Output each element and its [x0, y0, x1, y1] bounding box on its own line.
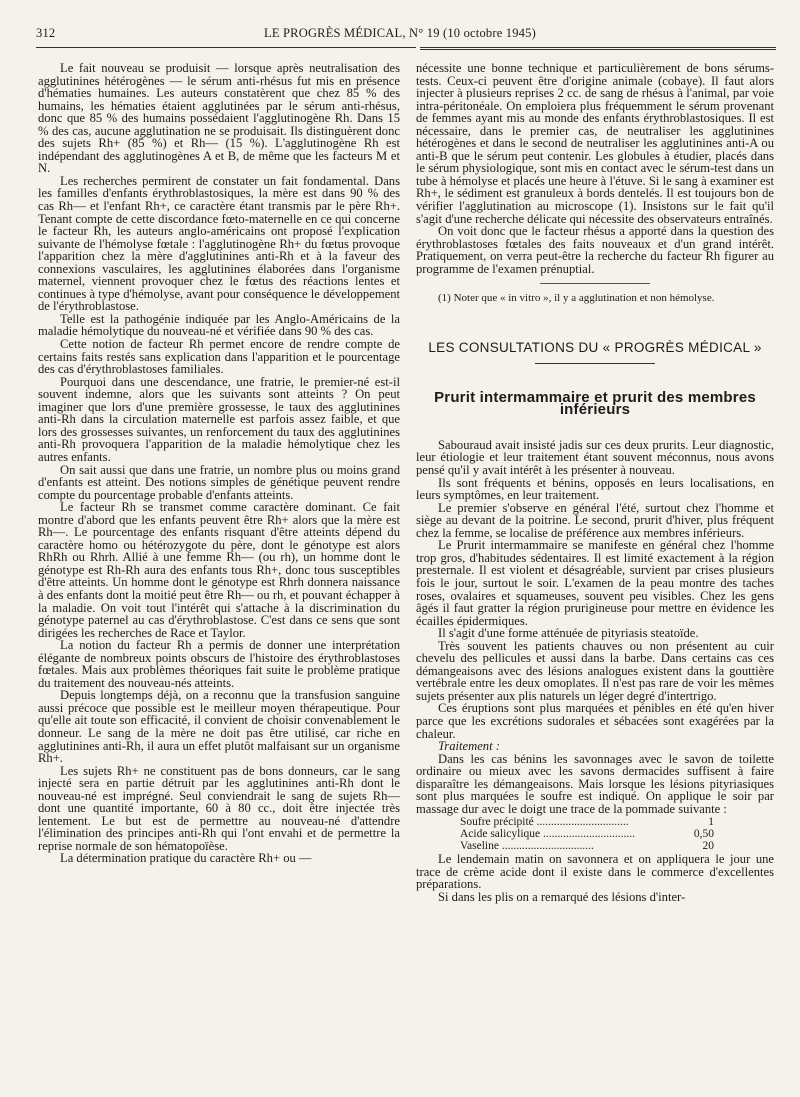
paragraph: La détermination pratique du caractère Rh+ ou —: [60, 851, 312, 866]
header-rule-right: [420, 47, 776, 50]
section-rule: [535, 363, 655, 364]
formula-row: [460, 828, 720, 840]
section-heading: LES CONSULTATIONS DU « PROGRÈS MÉDICAL »: [428, 340, 762, 356]
running-header: [36, 26, 764, 46]
ingredient-name: Vaseline .....: [460, 840, 670, 852]
prescription-formula: [460, 816, 720, 852]
paragraph: Cette notion de facteur Rh permet encore de rendre compte de certains faits restés sans explication dans l'apparition et le pourcentage des cas d'érythroblastoses familiales.: [38, 337, 400, 377]
footnote: (1) Noter que « in vitro », il y a agglutination et non hémolyse.: [438, 292, 715, 305]
article-title: Prurit intermammaire et prurit des membres inférieurs: [434, 388, 756, 419]
formula-row: [460, 816, 720, 828]
formula-row: [460, 840, 720, 852]
paragraph: Il s'agit d'une forme atténuée de pityriasis steatoïde.: [438, 626, 699, 641]
page-number: 312: [36, 26, 56, 40]
paragraph: nécessite une bonne technique et particulièrement de bons sérums-tests. Ceux-ci peuvent être d'origine animale (cobaye). Il faut alors injecter à plusieurs reprises 2 cc. de sang de rhésus à l'animal, par voie intra-péritonéale. On emploiera plus fréquemment le sérum provenant de femmes ayant mis au monde des enfants érythroblastosiques. Il est nécessaire, dans le premier cas, de neutraliser les agglutinines hétérogènes et dans le second de neutraliser les agglutinines anti-A ou anti-B que le sérum peut contenir. Les globules à étudier, placés dans le sérum physiologique, sont mis en contact avec le sérum-test dans un tube à hémolyse et placés une heure à l'étuve. Si le sang à examiner est Rh+, le sédiment est granuleux à bords dentelés. Il est toujours bon de vérifier l'agglutination au microscope (1). Insistons sur le fait qu'il s'agit d'une recherche délicate qui nécessite des observateurs entraînés.: [416, 61, 774, 226]
paragraph: Le fait nouveau se produisit — lorsque après neutralisation des agglutinines hétérogènes — le sérum anti-rhésus fut mis en présence d'hématies humaines. Les auteurs constatèrent que chez 85 % des humains, les hématies étaient agglutinées par le sérum anti-rhésus, donc que 85 % des humains possédaient l'agglutinogène Rh. Dans 15 % des cas, aucune agglutination ne se produisait. Ils distinguèrent donc des sujets Rh+ (85 %) et Rh— (15 %). L'agglutinogène Rh est indépendant des agglutinogènes A et B, de même que les facteurs M et N.: [38, 61, 400, 176]
journal-title: LE PROGRÈS MÉDICAL, N° 19 (10 octobre 1945): [264, 26, 536, 40]
ingredient-name: Soufre précipité .....: [460, 816, 670, 828]
paragraph: Le Prurit intermammaire se manifeste en général chez l'homme trop gros, d'habitudes sédentaires. Il est limité exactement à la région presternale. Il est violent et désagréable, survient par crises plusieurs fois le jour, surtout le soir. L'examen de la peau montre des taches roses, ovalaires et squameuses, souvent peu visibles. Chez les gens âgés il faut gratter la région prurigineuse pour mettre en évidence les écailles épidermiques.: [416, 538, 774, 628]
paragraph: Le lendemain matin on savonnera et on appliquera le jour une trace de crème acide dont il existe dans le commerce d'excellentes préparations.: [416, 852, 774, 892]
footnote-divider: [540, 283, 650, 284]
paragraph: Très souvent les patients chauves ou non présentent au cuir chevelu des pellicules et aussi dans la barbe. Dans certains cas ces démangeaisons avec des lésions analogues existent dans la gouttière vertébrale entre les deux omoplates. Il n'est pas rare de voir les mêmes sujets présenter aux plis naturels un léger degré d'intertrigo.: [416, 638, 774, 703]
paragraph: Ils sont fréquents et bénins, opposés en leurs localisations, en leurs symptômes, en leur traitement.: [416, 475, 774, 503]
paragraph: Pourquoi dans une descendance, une fratrie, le premier-né est-il souvent indemne, alors que les suivants sont atteints ? On peut imaginer que lors d'une première grossesse, le taux des agglutinines anti-Rh dans la circulation maternelle est parfois assez faible, et que lors des grossesses suivantes, un renforcement du taux des agglutinines anti-Rh provoquera l'apparition de la maladie hémolytique chez les autres enfants.: [38, 374, 400, 464]
header-rule-left: [36, 47, 416, 48]
paragraph: On voit donc que le facteur rhésus a apporté dans la question des érythroblastoses fœtales des faits nouveaux et d'un grand intérêt. Pratiquement, on verra peut-être la recherche du facteur Rh figurer au programme de l'examen prénuptial.: [416, 224, 774, 276]
paragraph: Le premier s'observe en général l'été, surtout chez l'homme et siège au devant de la poitrine. Le second, prurit d'hiver, plus fréquent chez la femme, se localise de préférence aux membres inférieurs.: [416, 500, 774, 540]
paragraph: Les recherches permirent de constater un fait fondamental. Dans les familles d'enfants érythroblastosiques, la mère est dans 90 % des cas Rh— et l'enfant Rh+, ce caractère étant transmis par le père Rh+. Tenant compte de cette discordance fœto-maternelle en ce qui concerne le facteur Rh, les auteurs anglo-américains ont proposé l'explication suivante de l'hémolyse fœtale : l'agglutinogène Rh+ du fœtus provoque l'apparition chez la mère d'agglutinines anti-Rh et à la faveur des connexions vasculaires, les agglutinines élaborées dans l'organisme maternel, viennent provoquer chez le fœtus des réactions lentes et continues à type d'hémolyse, avant pour conséquence le développement de l'érythroblastose.: [38, 173, 400, 314]
paragraph: Le facteur Rh se transmet comme caractère dominant. Ce fait montre d'abord que les enfants peuvent être Rh+ alors que la mère est Rh—. Le pourcentage des enfants risquant d'être atteints dépend du caractère homo ou hétérozygote du père, dont le génotype est alors RhRh ou Rhrh. Allié à une femme Rh— (ou rh), un homme dont le génotype est Rh-Rh aura des enfants tous Rh+, donc tous susceptibles d'être atteints. Un homme dont le génotype est Rhrh donnera naissance à des enfants dont la moitié peut être Rh— ou rh, et pouvant échapper à la maladie. On voit tout l'intérêt qui s'attache à la discrimination du génotype paternel au cas d'érythroblastose. C'est dans ce sens que sont dirigées les recherches de Race et Taylor.: [38, 500, 400, 640]
paragraph: Telle est la pathogénie indiquée par les Anglo-Américains de la maladie hémolytique du nouveau-né et vérifiée dans 90 % des cas.: [38, 311, 400, 339]
left-column: [38, 62, 400, 865]
paragraph: Les sujets Rh+ ne constituent pas de bons donneurs, car le sang injecté sera en partie détruit par les agglutinines anti-Rh dont le nouveau-né est imprégné. Seul conviendrait le sang de sujets Rh— dont une quantité importante, 60 à 80 cc., doit être injectée très lentement. Le but est de permettre au nouveau-né d'attendre l'élimination des principes anti-Rh qui l'ont envahi et de permettre la reprise normale de son hématopoïèse.: [38, 763, 400, 853]
paragraph: Dans les cas bénins les savonnages avec le savon de toilette ordinaire ou mieux avec les savons dermacides suffisent à faire disparaître les démangeaisons. Mais lorsque les lésions pityriasiques sont plus marquées le soufre est indiqué. On applique le soir par massage dur avec le doigt une trace de la pommade suivante :: [416, 751, 774, 816]
treatment-heading: Traitement :: [438, 739, 500, 754]
ingredient-quantity: 20: [702, 840, 714, 853]
right-column: [416, 62, 774, 904]
paragraph: La notion du facteur Rh a permis de donner une interprétation élégante de nombreux points obscurs de l'histoire des érythroblastoses fœtales. Mais aux problèmes théoriques fait suite le problème pratique du traitement des nouveau-nés atteints.: [38, 638, 400, 690]
paragraph: Si dans les plis on a remarqué des lésions d'inter-: [438, 889, 686, 904]
ingredient-quantity: 1: [708, 816, 714, 829]
paragraph: Ces éruptions sont plus marquées et pénibles en été qu'en hiver parce que les excrétions sudorales et sébacées sont exagérées par la chaleur.: [416, 701, 774, 741]
paragraph: On sait aussi que dans une fratrie, un nombre plus ou moins grand d'enfants est atteint. Des notions simples de génétique peuvent rendre compte du pourcentage probable d'enfants atteints.: [38, 462, 400, 502]
ingredient-name: Acide salicylique .....: [460, 828, 670, 840]
paragraph: Depuis longtemps déjà, on a reconnu que la transfusion sanguine aussi précoce que possible est le meilleur moyen thérapeutique. Pour qu'elle ait toute son efficacité, il convient de choisir convenablement le donneur. Le sang de la mère ne doit pas être utilisé, car riche en agglutinines anti-Rh, il aura un effet plutôt malfaisant sur un organisme Rh+.: [38, 688, 400, 766]
ingredient-quantity: 0,50: [693, 828, 714, 841]
paragraph: Sabouraud avait insisté jadis sur ces deux prurits. Leur diagnostic, leur étiologie et leur traitement étant souvent méconnus, nous avons pensé qu'il y avait intérêt à les présenter à nouveau.: [416, 437, 774, 478]
